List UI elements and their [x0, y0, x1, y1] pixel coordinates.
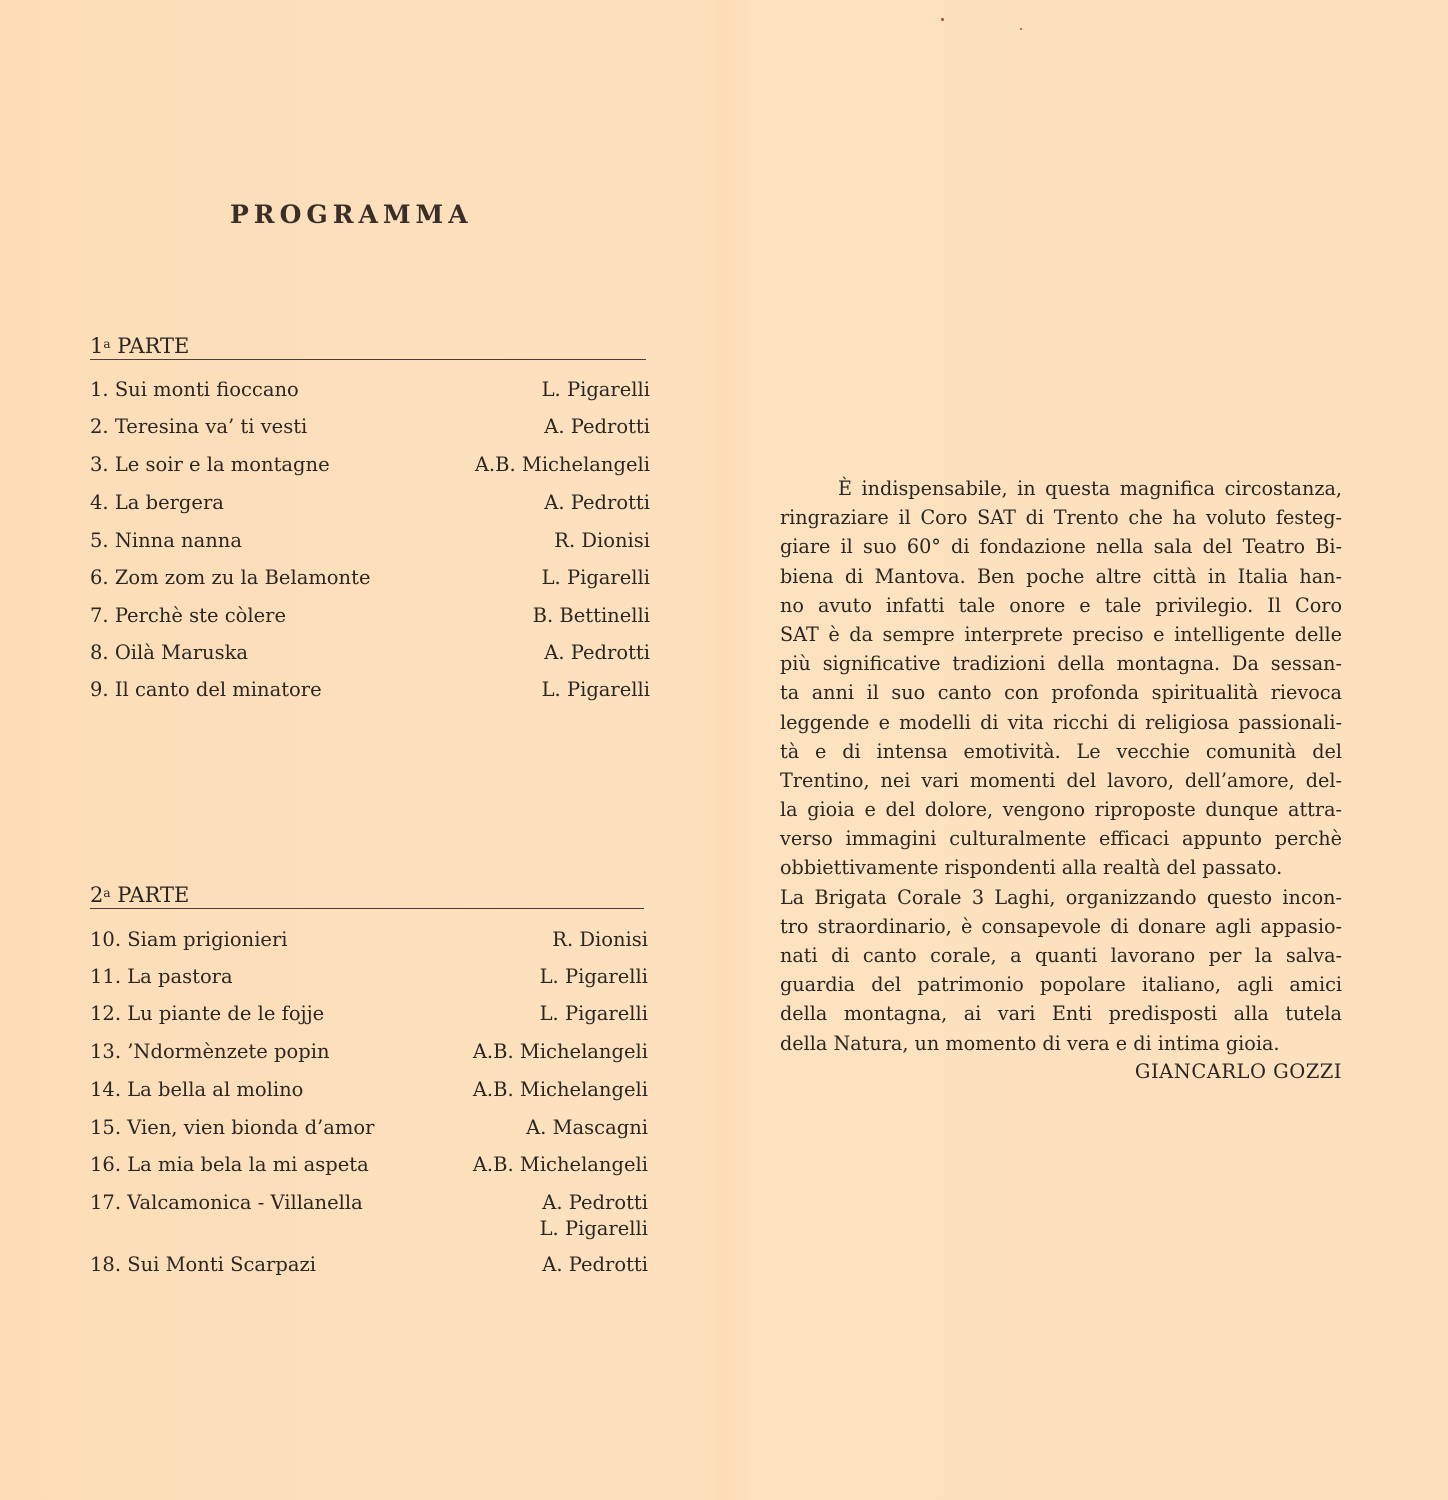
- item-composer-second: L. Pigarelli: [539, 1217, 648, 1240]
- tribute-line: È indispensabile, in questa magnifica circostanza,: [838, 477, 1342, 500]
- part-1-header: [90, 334, 646, 360]
- item-number: 11.: [90, 965, 122, 988]
- item-title: Perchè ste còlere: [114, 604, 287, 627]
- item-number: 13.: [90, 1040, 122, 1063]
- item-title: Sui monti fioccano: [114, 378, 299, 401]
- programme-item: [90, 1075, 648, 1105]
- part-1-number: 1: [90, 334, 104, 358]
- programme-item: [90, 375, 650, 405]
- item-number: 2.: [90, 415, 109, 438]
- part-1-ordinal: a: [103, 337, 111, 351]
- paper-speck: [941, 18, 944, 21]
- tribute-line: guardia del patrimonio popolare italiano, agli amici: [780, 973, 1342, 997]
- part-2-label: PARTE: [117, 883, 190, 907]
- item-title: Le soir e la montagne: [114, 453, 330, 476]
- tribute-line: leggende e modelli di vita ricchi di religiosa passionali-: [780, 710, 1342, 734]
- item-title: Ninna nanna: [114, 529, 242, 552]
- part-1-label: PARTE: [117, 334, 190, 358]
- item-composer: B. Bettinelli: [532, 604, 650, 627]
- programme-item: [90, 1188, 648, 1244]
- item-composer: A. Pedrotti: [542, 1191, 648, 1214]
- programme-item: [90, 601, 650, 631]
- tribute-line: Trentino, nei vari momenti del lavoro, dell’amore, del-: [780, 768, 1342, 792]
- item-title: Valcamonica - Villanella: [127, 1191, 363, 1214]
- part-2-header: [90, 883, 644, 909]
- programme-item: [90, 526, 650, 556]
- part-2-number: 2: [90, 883, 104, 907]
- part-2-ordinal: a: [103, 886, 111, 900]
- item-number: 1.: [90, 378, 109, 401]
- item-title: Siam prigionieri: [127, 928, 288, 951]
- item-composer: L. Pigarelli: [541, 378, 650, 401]
- item-composer: A. Pedrotti: [544, 415, 650, 438]
- item-title: La bergera: [114, 491, 224, 514]
- item-composer: A.B. Michelangeli: [472, 1078, 648, 1101]
- paper-speck: [1020, 28, 1022, 30]
- tribute-line: nati di canto corale, a quanti lavorano per la salva-: [780, 944, 1342, 967]
- item-composer: L. Pigarelli: [541, 678, 650, 701]
- item-number: 18.: [90, 1253, 122, 1276]
- programme-item: [90, 1150, 648, 1180]
- item-title: La bella al molino: [127, 1078, 304, 1101]
- item-title: Vien, vien bionda d’amor: [127, 1116, 375, 1139]
- item-number: 7.: [90, 604, 109, 627]
- programme-item: [90, 962, 648, 992]
- item-title: Teresina va’ ti vesti: [114, 415, 308, 438]
- item-composer: L. Pigarelli: [539, 1002, 648, 1025]
- item-composer: R. Dionisi: [552, 928, 648, 951]
- item-number: 10.: [90, 928, 122, 951]
- tribute-line: obbiettivamente rispondenti alla realtà del passato.: [780, 856, 1283, 880]
- item-number: 14.: [90, 1078, 122, 1101]
- programme-item: [90, 1037, 648, 1067]
- tribute-line: tà e di intensa emotività. Le vecchie comunità del: [780, 739, 1342, 763]
- signature: GIANCARLO GOZZI: [1134, 1060, 1342, 1083]
- tribute-line: la gioia e del dolore, vengono riproposte dunque attra-: [780, 798, 1342, 822]
- programme-item: [90, 925, 648, 955]
- tribute-line: verso immagini culturalmente efficaci appunto perchè: [780, 827, 1342, 851]
- item-composer: A. Mascagni: [526, 1116, 648, 1139]
- item-composer: R. Dionisi: [554, 529, 650, 552]
- item-title: La mia bela la mi aspeta: [127, 1153, 369, 1176]
- item-composer: A.B. Michelangeli: [472, 1040, 648, 1063]
- item-composer: A. Pedrotti: [542, 1253, 648, 1276]
- tribute-line: giare il suo 60° di fondazione nella sala del Teatro Bi-: [780, 535, 1342, 559]
- tribute-line: La Brigata Corale 3 Laghi, organizzando questo incon-: [780, 885, 1342, 909]
- item-composer: A.B. Michelangeli: [472, 1153, 648, 1176]
- programme-item: [90, 1250, 648, 1280]
- programme-item: [90, 488, 650, 518]
- tribute-line: tro straordinario, è consapevole di donare agli appasio-: [780, 914, 1342, 938]
- item-title: Zom zom zu la Belamonte: [114, 566, 371, 589]
- item-title: La pastora: [127, 965, 233, 988]
- item-number: 3.: [90, 453, 109, 476]
- item-title: Oilà Maruska: [114, 641, 249, 664]
- item-number: 4.: [90, 491, 109, 514]
- tribute-line: biena di Mantova. Ben poche altre città in Italia han-: [780, 564, 1342, 588]
- item-number: 9.: [90, 678, 109, 701]
- item-number: 12.: [90, 1002, 122, 1025]
- item-number: 17.: [90, 1191, 122, 1214]
- tribute-line: no avuto infatti tale onore e tale privilegio. Il Coro: [780, 593, 1342, 617]
- tribute-paragraph: [780, 474, 1342, 1058]
- programme-title: PROGRAMMA: [230, 200, 473, 229]
- programme-item: [90, 563, 650, 593]
- tribute-line: della montagna, ai vari Enti predisposti alla tutela: [780, 1002, 1342, 1026]
- programme-item: [90, 450, 650, 480]
- tribute-line: della Natura, un momento di vera e di intima gioia.: [780, 1031, 1280, 1055]
- programme-item: [90, 412, 650, 442]
- programme-item: [90, 675, 650, 705]
- item-title: Il canto del minatore: [114, 678, 322, 701]
- item-title: Lu piante de le fojje: [127, 1002, 325, 1025]
- item-number: 8.: [90, 641, 109, 664]
- programme-item: [90, 638, 650, 668]
- programme-item: [90, 1113, 648, 1143]
- item-composer: A. Pedrotti: [544, 491, 650, 514]
- tribute-line: SAT è da sempre interprete preciso e intelligente delle: [780, 622, 1342, 646]
- programme-item: [90, 999, 648, 1029]
- tribute-line: ringraziare il Coro SAT di Trento che ha voluto festeg-: [780, 506, 1342, 530]
- item-composer: L. Pigarelli: [541, 566, 650, 589]
- item-composer: A.B. Michelangeli: [474, 453, 650, 476]
- item-number: 6.: [90, 566, 109, 589]
- item-title: ’Ndormènzete popin: [127, 1040, 330, 1063]
- tribute-line: più significative tradizioni della montagna. Da sessan-: [780, 652, 1342, 676]
- item-composer: A. Pedrotti: [544, 641, 650, 664]
- item-title: Sui Monti Scarpazi: [127, 1253, 316, 1276]
- tribute-line: ta anni il suo canto con profonda spiritualità rievoca: [780, 681, 1342, 705]
- item-number: 15.: [90, 1116, 122, 1139]
- item-composer: L. Pigarelli: [539, 965, 648, 988]
- item-number: 16.: [90, 1153, 122, 1176]
- item-number: 5.: [90, 529, 109, 552]
